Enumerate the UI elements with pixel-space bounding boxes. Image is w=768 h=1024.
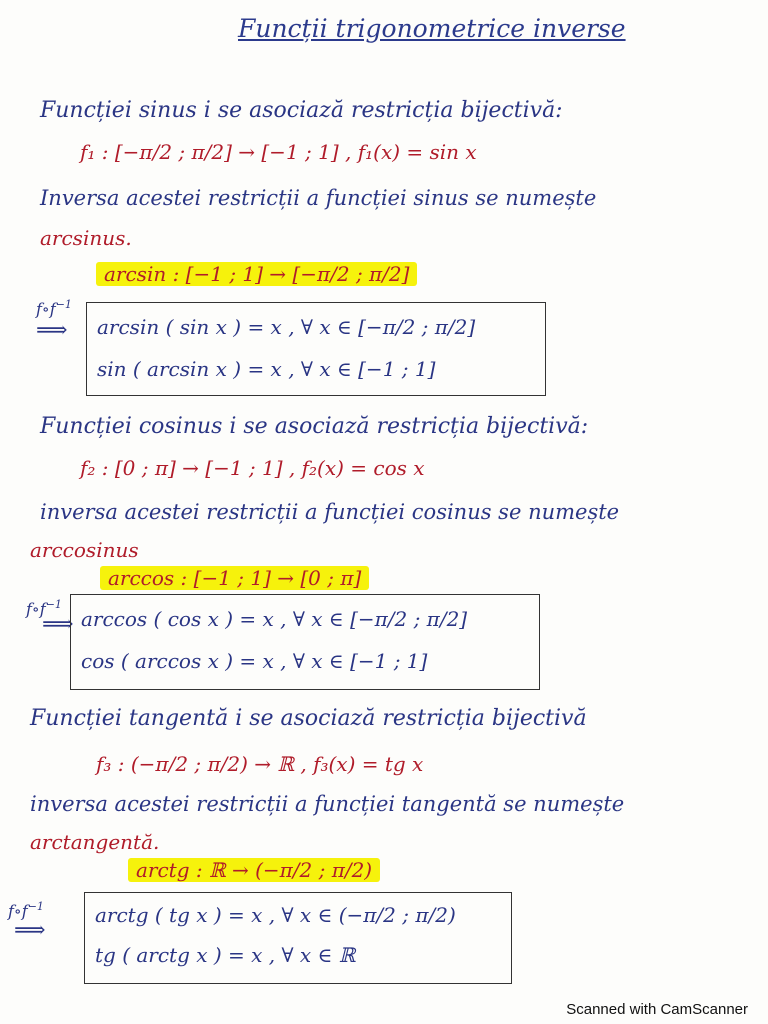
fof-text: f∘f bbox=[26, 599, 46, 619]
page-title: Funcții trigonometrice inverse bbox=[238, 14, 626, 43]
cosinus-identity-2: cos ( arccos x ) = x , ∀ x ∈ [−1 ; 1] bbox=[81, 649, 428, 673]
fof-sup: −1 bbox=[27, 900, 44, 913]
sinus-intro: Funcției sinus i se asociază restricția bijectivă: bbox=[40, 98, 563, 123]
implies-arrow: ⟹ bbox=[14, 918, 46, 943]
tangenta-identity-1: arctg ( tg x ) = x , ∀ x ∈ (−π/2 ; π/2) bbox=[95, 903, 456, 927]
implies-arrow: ⟹ bbox=[42, 612, 74, 637]
scanner-watermark: Scanned with CamScanner bbox=[566, 1001, 748, 1018]
arccos-highlight: arccos : [−1 ; 1] → [0 ; π] bbox=[100, 566, 369, 590]
implies-arrow: ⟹ bbox=[36, 318, 68, 343]
cosinus-inverse-text: inversa acestei restricții a funcției cosinus se numește bbox=[40, 500, 620, 524]
fof-label bbox=[36, 298, 72, 318]
fof-sup: −1 bbox=[55, 298, 72, 311]
arcsin-highlight: arcsin : [−1 ; 1] → [−π/2 ; π/2] bbox=[96, 262, 417, 286]
cosinus-definition: f₂ : [0 ; π] → [−1 ; 1] , f₂(x) = cos x bbox=[80, 456, 425, 480]
fof-text: f∘f bbox=[8, 901, 28, 921]
sinus-inverse-name: arcsinus. bbox=[40, 226, 132, 250]
tangenta-identity-box bbox=[84, 892, 512, 984]
cosinus-identity-1: arccos ( cos x ) = x , ∀ x ∈ [−π/2 ; π/2] bbox=[81, 607, 468, 631]
tangenta-intro: Funcției tangentă i se asociază restricția bijectivă bbox=[30, 706, 587, 731]
tangenta-definition: f₃ : (−π/2 ; π/2) → ℝ , f₃(x) = tg x bbox=[96, 752, 424, 776]
tangenta-inverse-text: inversa acestei restricții a funcției tangentă se numește bbox=[30, 792, 625, 816]
sinus-inverse-text: Inversa acestei restricții a funcției sinus se numește bbox=[40, 186, 597, 210]
cosinus-intro: Funcției cosinus i se asociază restricția bijectivă: bbox=[40, 414, 589, 439]
sinus-identity-1: arcsin ( sin x ) = x , ∀ x ∈ [−π/2 ; π/2] bbox=[97, 315, 476, 339]
cosinus-identity-box bbox=[70, 594, 540, 690]
tangenta-inverse-name: arctangentă. bbox=[30, 830, 160, 854]
sinus-definition: f₁ : [−π/2 ; π/2] → [−1 ; 1] , f₁(x) = sin x bbox=[80, 140, 477, 164]
fof-text: f∘f bbox=[36, 299, 56, 319]
tangenta-identity-2: tg ( arctg x ) = x , ∀ x ∈ ℝ bbox=[95, 943, 356, 967]
arctg-highlight: arctg : ℝ → (−π/2 ; π/2) bbox=[128, 858, 380, 882]
sinus-identity-2: sin ( arcsin x ) = x , ∀ x ∈ [−1 ; 1] bbox=[97, 357, 436, 381]
fof-sup: −1 bbox=[45, 598, 62, 611]
cosinus-inverse-name: arccosinus bbox=[30, 538, 139, 562]
sinus-identity-box bbox=[86, 302, 546, 396]
